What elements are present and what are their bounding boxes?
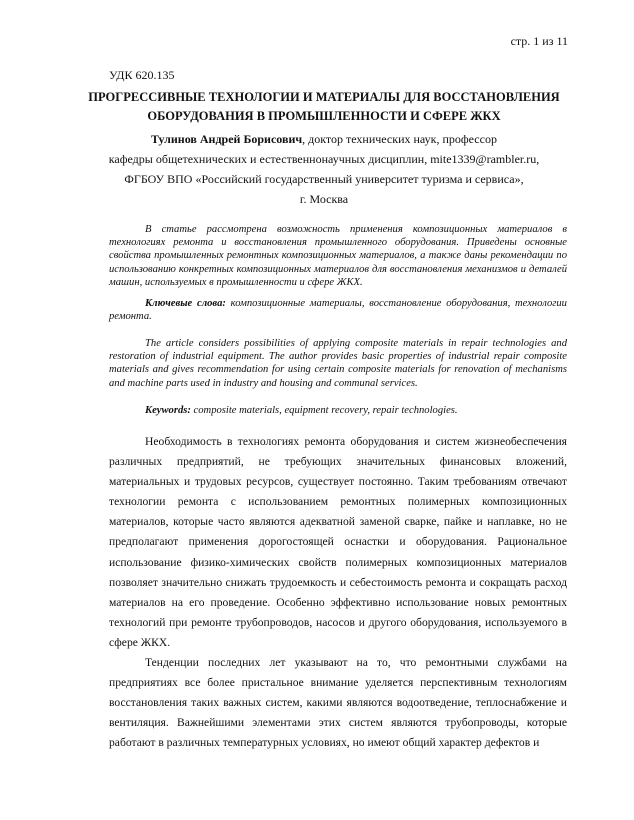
author-block xyxy=(60,129,588,209)
keywords-ru-text: композиционные материалы, восстановление оборудования, технологии ремонта. xyxy=(109,298,567,323)
article-title xyxy=(60,88,588,126)
keywords-russian xyxy=(109,297,567,323)
keywords-english xyxy=(109,404,567,417)
keywords-en-text: composite materials, equipment recovery, repair technologies. xyxy=(190,405,458,416)
udk-code: УДК 620.135 xyxy=(109,68,175,82)
title-line-1: ПРОГРЕССИВНЫЕ ТЕХНОЛОГИИ И МАТЕРИАЛЫ ДЛЯ ВОССТАНОВЛЕНИЯ xyxy=(88,90,560,104)
author-degree: , доктор технических наук, профессор xyxy=(302,132,497,146)
body-paragraph: Тенденции последних лет указывают на то, что ремонтными службами на предприятиях все более пристальное внимание уделяется перспективным технологиям восстановления таких важных систем, какими являются водоотведение, теплоснабжение и вентиляция. Важнейшими элементами этих систем являются трубопроводы, которые работают в различных температурных условиях, но имеют общий характер дефектов и xyxy=(109,656,567,750)
abstract-russian: В статье рассмотрена возможность применения композиционных материалов в технологиях ремонта и восстановления промышленного оборудования. Приведены основные свойства промышленных ремонтных композиционных материалов, а также даны рекомендации по использованию конкретных композиционных материалов для восстановления механизмов и деталей машин, используемых в промышленности и сфере ЖКХ. xyxy=(109,224,567,288)
author-university: ФГБОУ ВПО «Российский государственный университет туризма и сервиса», xyxy=(124,172,524,186)
keywords-en-label: Keywords: xyxy=(145,405,191,416)
keywords-ru-label: Ключевые слова: xyxy=(145,298,226,309)
body-paragraph: Необходимость в технологиях ремонта оборудования и систем жизнеобеспечения различных предприятий, не требующих значительных финансовых вложений, материальных и трудовых ресурсов, существует постоянно. Таким требованиям отвечают технологии ремонта с использованием ремонтных полимерных композиционных материалов, которые часто являются адекватной заменой сварке, пайке и наплавке, но не предполагают применения дорогостоящей оснастки и оборудования. Рациональное использование физико-химических свойств полимерных композиционных материалов позволяет значительно снижать трудоемкость и себестоимость ремонта и сокращать расход материалов на его проведение. Особенно эффективно использование новых ремонтных технологий при ремонте трубопроводов, насосов и другого оборудования, используемого в сфере ЖКХ. xyxy=(109,435,567,649)
author-name: Тулинов Андрей Борисович xyxy=(151,132,303,146)
page-number: стр. 1 из 11 xyxy=(510,34,568,48)
abstract-english: The article considers possibilities of applying composite materials in repair technologies and restoration of industrial equipment. The author provides basic properties of industrial repair composite materials and gives recommendation for using certain composite materials for renovation of mechanisms and machine parts used in industry and housing and communal services. xyxy=(109,338,567,389)
author-city: г. Москва xyxy=(299,192,349,206)
author-department: кафедры общетехнических и естественнонаучных дисциплин, mite1339@rambler.ru, xyxy=(108,152,540,166)
title-line-2: ОБОРУДОВАНИЯ В ПРОМЫШЛЕННОСТИ И СФЕРЕ ЖКХ xyxy=(147,109,501,123)
author-line xyxy=(60,129,588,149)
